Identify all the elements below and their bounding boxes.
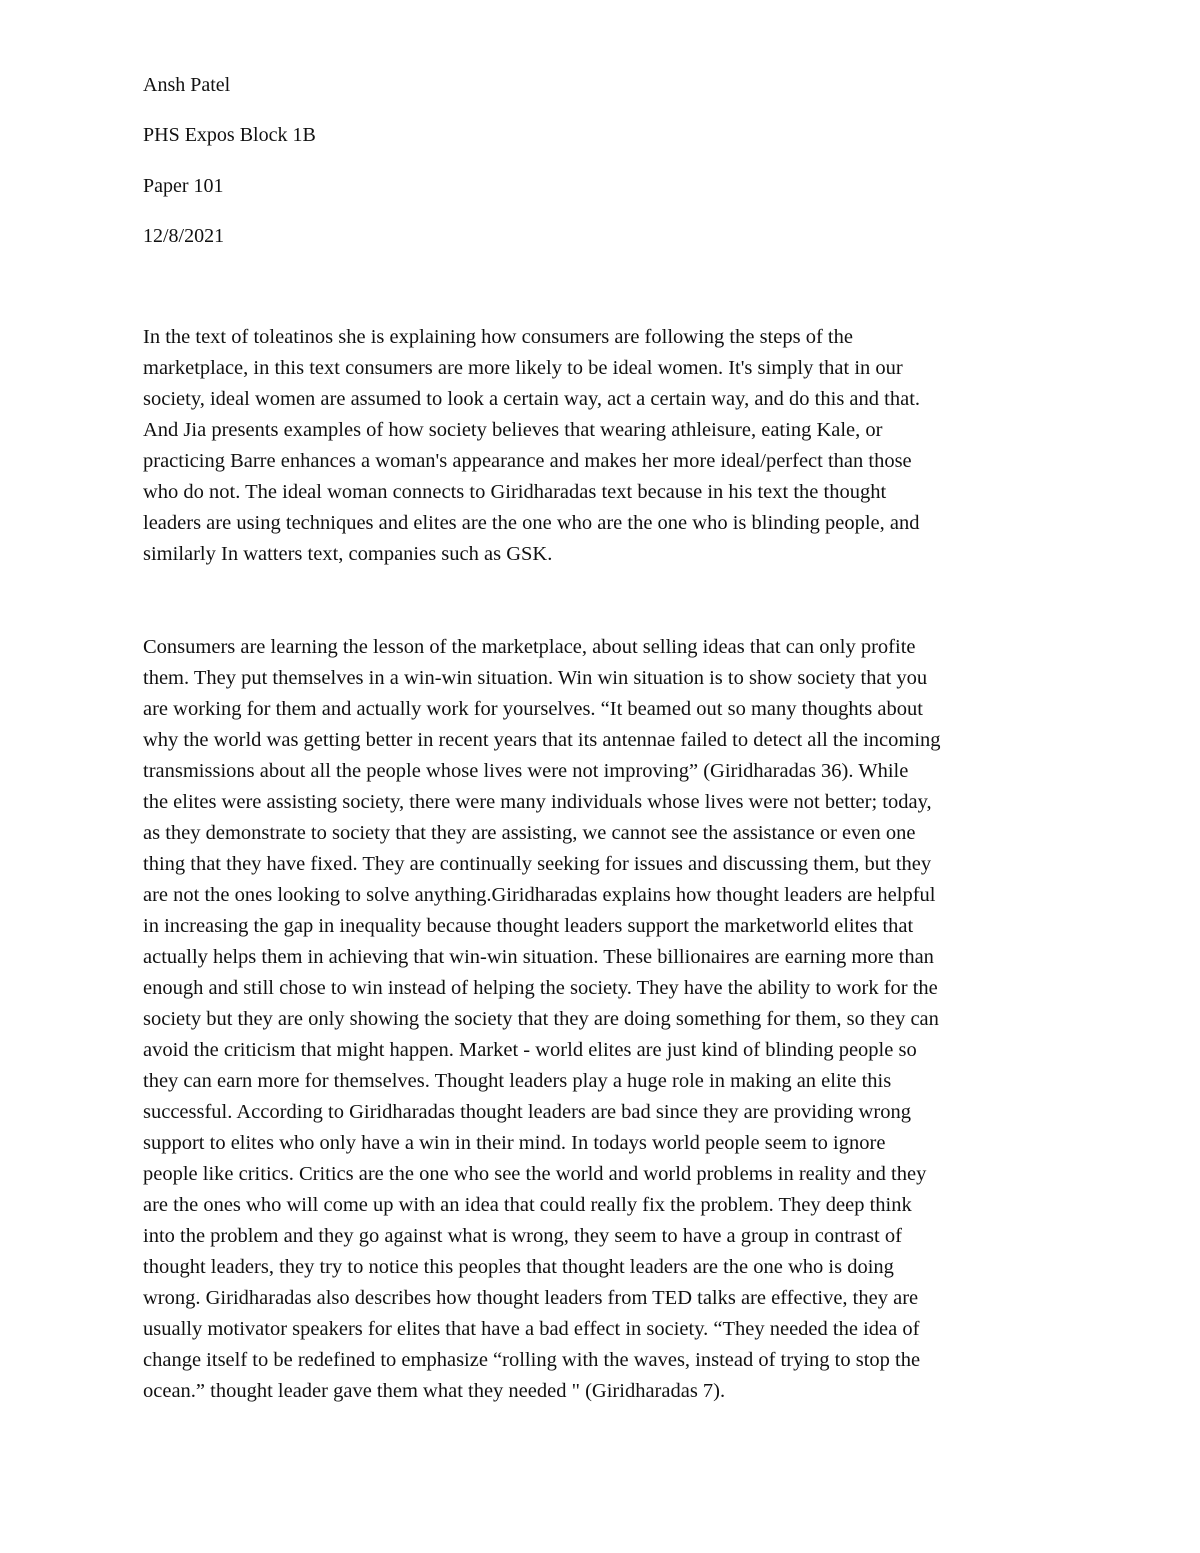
text-line: leaders are using techniques and elites are the one who are the one who is blinding people, and (143, 512, 920, 534)
text-line: And Jia presents examples of how society believes that wearing athleisure, eating Kale, or (143, 419, 883, 441)
text-line: practicing Barre enhances a woman's appearance and makes her more ideal/perfect than those (143, 450, 912, 472)
text-line: thought leaders, they try to notice this peoples that thought leaders are the one who is doing (143, 1256, 894, 1278)
author-name: Ansh Patel (143, 74, 231, 96)
text-line: are not the ones looking to solve anything.Giridharadas explains how thought leaders are helpful (143, 884, 936, 906)
course-name: PHS Expos Block 1B (143, 124, 316, 146)
date: 12/8/2021 (143, 225, 225, 247)
text-line: thing that they have fixed. They are continually seeking for issues and discussing them, but they (143, 853, 932, 875)
text-line: society but they are only showing the society that they are doing something for them, so they can (143, 1008, 939, 1030)
text-line: support to elites who only have a win in their mind. In todays world people seem to ignore (143, 1132, 886, 1154)
text-line: into the problem and they go against what is wrong, they seem to have a group in contrast of (143, 1225, 902, 1247)
text-line: change itself to be redefined to emphasize “rolling with the waves, instead of trying to stop the (143, 1349, 921, 1371)
text-line: in increasing the gap in inequality because thought leaders support the marketworld elites that (143, 915, 914, 937)
text-line: people like critics. Critics are the one who see the world and world problems in reality and they (143, 1163, 927, 1185)
text-line: marketplace, in this text consumers are more likely to be ideal women. It's simply that in our (143, 357, 903, 379)
text-line: are the ones who will come up with an idea that could really fix the problem. They deep think (143, 1194, 912, 1216)
text-line: are working for them and actually work for yourselves. “It beamed out so many thoughts about (143, 698, 923, 720)
text-line: society, ideal women are assumed to look a certain way, act a certain way, and do this and that. (143, 388, 921, 410)
assignment-title: Paper 101 (143, 175, 224, 197)
text-line: usually motivator speakers for elites that have a bad effect in society. “They needed the idea of (143, 1318, 920, 1340)
paragraph-1 (143, 322, 1063, 570)
text-line: actually helps them in achieving that win-win situation. These billionaires are earning more than (143, 946, 934, 968)
text-line: the elites were assisting society, there were many individuals whose lives were not better; today, (143, 791, 932, 813)
text-line: successful. According to Giridharadas thought leaders are bad since they are providing wrong (143, 1101, 911, 1123)
text-line: similarly In watters text, companies such as GSK. (143, 543, 553, 565)
text-line: In the text of toleatinos she is explaining how consumers are following the steps of the (143, 326, 853, 348)
text-line: they can earn more for themselves. Thought leaders play a huge role in making an elite this (143, 1070, 892, 1092)
text-line: enough and still chose to win instead of helping the society. They have the ability to work for the (143, 977, 938, 999)
text-line: ocean.” thought leader gave them what they needed " (Giridharadas 7). (143, 1380, 726, 1402)
text-line: avoid the criticism that might happen. Market - world elites are just kind of blinding people so (143, 1039, 917, 1061)
paragraph-2 (143, 632, 1063, 1407)
text-line: as they demonstrate to society that they are assisting, we cannot see the assistance or even one (143, 822, 916, 844)
text-line: them. They put themselves in a win-win situation. Win win situation is to show society that you (143, 667, 928, 689)
text-line: transmissions about all the people whose lives were not improving” (Giridharadas 36). While (143, 760, 909, 782)
text-line: wrong. Giridharadas also describes how thought leaders from TED talks are effective, they are (143, 1287, 919, 1309)
text-line: Consumers are learning the lesson of the marketplace, about selling ideas that can only profite (143, 636, 916, 658)
text-line: who do not. The ideal woman connects to Giridharadas text because in his text the thought (143, 481, 887, 503)
text-line: why the world was getting better in recent years that its antennae failed to detect all the incoming (143, 729, 941, 751)
